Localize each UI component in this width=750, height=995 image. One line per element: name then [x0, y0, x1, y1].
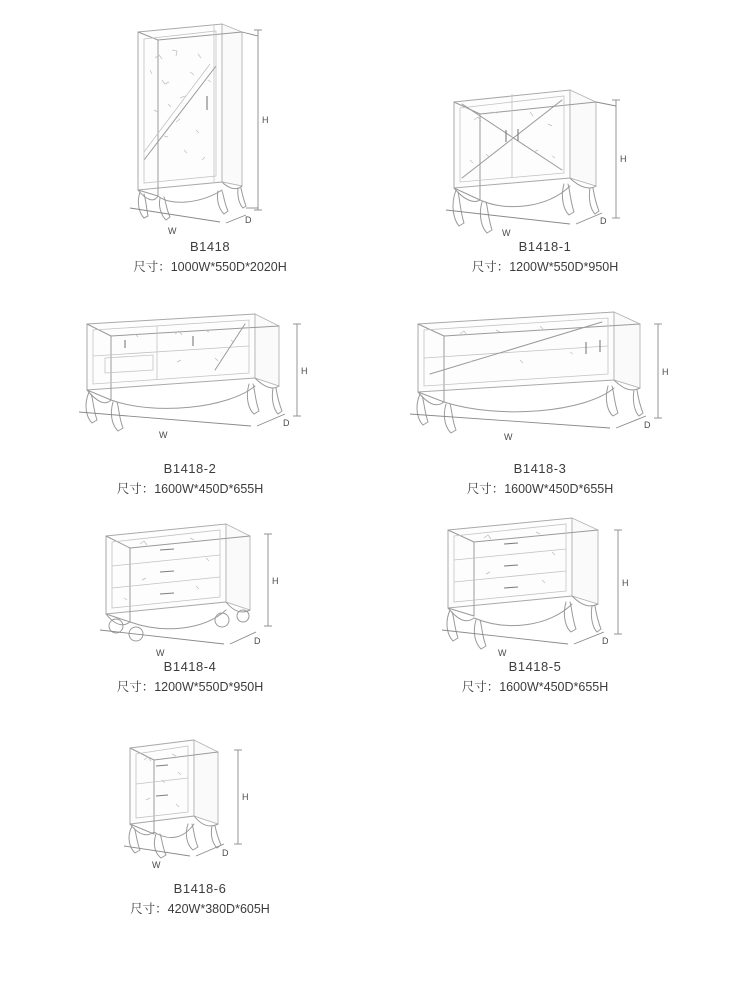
- product-caption-b1418-5: [420, 658, 650, 696]
- product-drawing-b1418-4: [80, 508, 300, 658]
- long-console-sketch: [400, 300, 680, 460]
- product-caption-b1418-4: [80, 658, 300, 696]
- product-code: B1418-6: [173, 881, 227, 896]
- product-item-b1418-1: [430, 60, 660, 276]
- dim-d-label: D: [283, 418, 290, 428]
- dim-h-label: H: [301, 366, 308, 376]
- dim-h-label: H: [622, 578, 629, 588]
- dim-d-label: D: [254, 636, 261, 646]
- product-code: B1418-5: [508, 659, 562, 674]
- dim-w-label: W: [159, 430, 168, 440]
- product-dimensions: 尺寸：1600W*450D*655H: [461, 680, 609, 694]
- product-item-b1418: [110, 10, 310, 276]
- dim-d-label: D: [600, 216, 607, 226]
- dim-d-label: D: [644, 420, 651, 430]
- product-dimensions: 尺寸：1200W*550D*950H: [471, 260, 619, 274]
- product-drawing-b1418-5: [420, 508, 650, 658]
- tv-console-sketch: [65, 300, 315, 460]
- product-dimensions: 尺寸：1200W*550D*950H: [116, 680, 264, 694]
- dim-w-label: W: [168, 226, 177, 236]
- product-item-b1418-3: [400, 300, 680, 498]
- dim-h-label: H: [272, 576, 279, 586]
- cabinet-sketch: [430, 60, 660, 238]
- product-code: B1418-4: [163, 659, 217, 674]
- product-item-b1418-6: [100, 720, 300, 918]
- dim-w-label: W: [498, 648, 507, 658]
- product-caption-b1418-2: [65, 460, 315, 498]
- product-code: B1418-1: [518, 239, 572, 254]
- product-caption-b1418-1: [430, 238, 660, 276]
- sideboard-sketch: [420, 508, 650, 658]
- dim-h-label: H: [242, 792, 249, 802]
- product-drawing-b1418-1: [430, 60, 660, 238]
- product-item-b1418-5: [420, 508, 650, 696]
- product-code: B1418-3: [513, 461, 567, 476]
- dim-w-label: W: [156, 648, 165, 658]
- product-code: B1418: [189, 239, 231, 254]
- product-drawing-b1418: [110, 10, 310, 238]
- dim-h-label: H: [262, 115, 269, 125]
- product-caption-b1418: [110, 238, 310, 276]
- product-drawing-b1418-3: [400, 300, 680, 460]
- product-drawing-b1418-2: [65, 300, 315, 460]
- dim-w-label: W: [504, 432, 513, 442]
- product-dimensions: 尺寸：1000W*550D*2020H: [133, 260, 287, 274]
- product-caption-b1418-6: [100, 880, 300, 918]
- dim-w-label: W: [502, 228, 511, 238]
- dim-h-label: H: [662, 367, 669, 377]
- product-dimensions: 尺寸：420W*380D*605H: [130, 902, 270, 916]
- dim-d-label: D: [602, 636, 609, 646]
- dim-d-label: D: [245, 215, 252, 225]
- dim-h-label: H: [620, 154, 627, 164]
- wardrobe-sketch: [110, 10, 310, 238]
- product-dimensions: 尺寸：1600W*450D*655H: [116, 482, 264, 496]
- product-item-b1418-4: [80, 508, 300, 696]
- product-code: B1418-2: [163, 461, 217, 476]
- product-caption-b1418-3: [400, 460, 680, 498]
- chest-sketch: [80, 508, 300, 658]
- dim-d-label: D: [222, 848, 229, 858]
- dim-w-label: W: [152, 860, 161, 870]
- product-dimensions: 尺寸：1600W*450D*655H: [466, 482, 614, 496]
- product-item-b1418-2: [65, 300, 315, 498]
- product-drawing-b1418-6: [100, 720, 300, 880]
- nightstand-sketch: [100, 720, 300, 880]
